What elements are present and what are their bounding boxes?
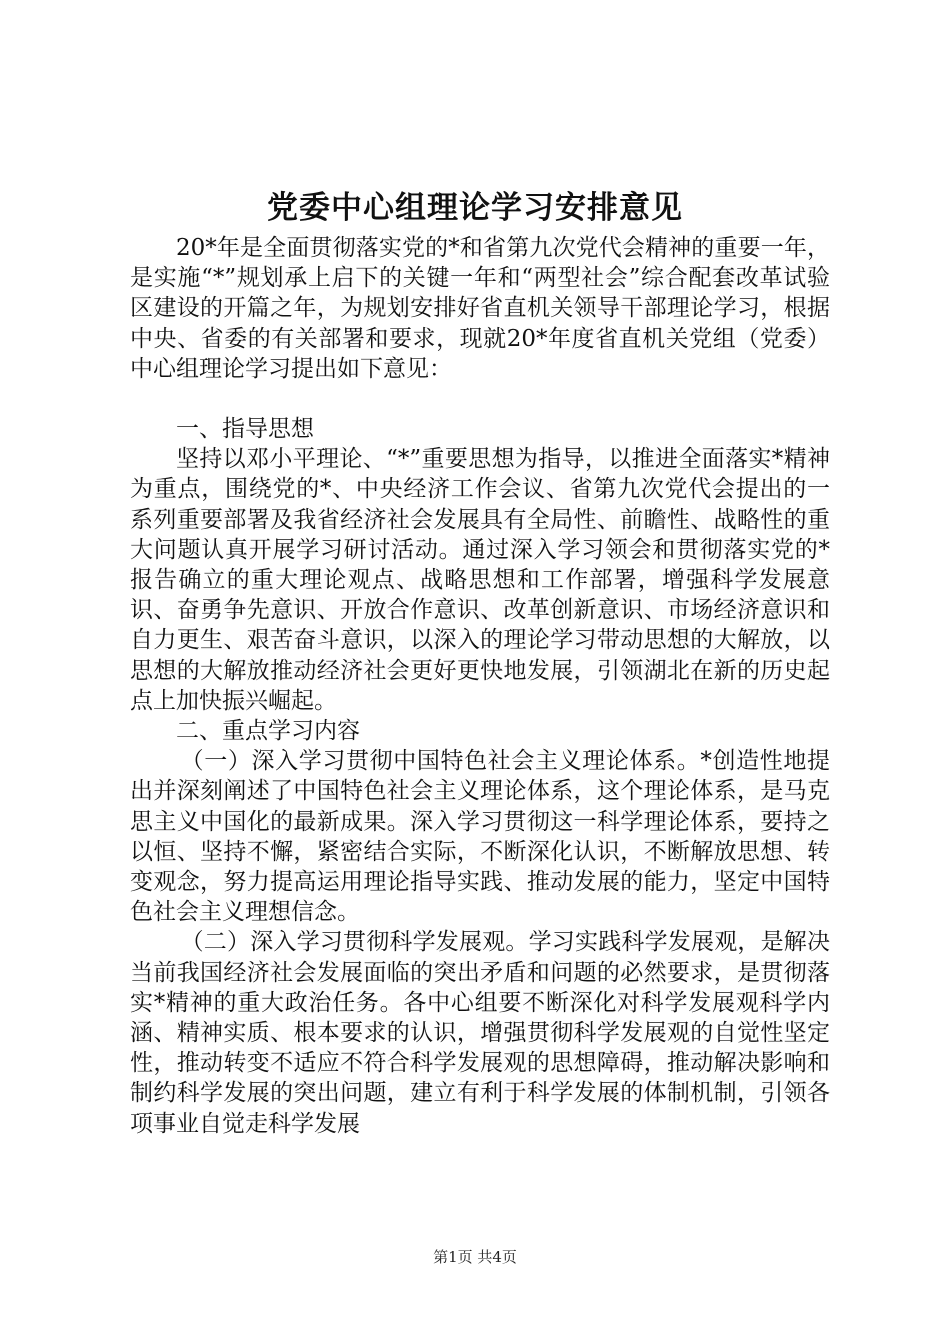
intro-paragraph: 20*年是全面贯彻落实党的*和省第九次党代会精神的重要一年，是实施“*”规划承上启下的关键一年和“两型社会”综合配套改革试验区建设的开篇之年，为规划安排好省直机关领导干部理论学习，根据中央、省委的有关部署和要求，现就20*年度省直机关党组（党委）中心组理论学习提出如下意见： xyxy=(130,235,830,382)
document-title: 党委中心组理论学习安排意见 xyxy=(267,190,683,226)
section-heading-key-content: 二、重点学习内容 xyxy=(176,718,360,745)
section-heading-guiding-ideology: 一、指导思想 xyxy=(176,416,314,443)
list-item-scientific-development: （二）深入学习贯彻科学发展观。学习实践科学发展观，是解决当前我国经济社会发展面临的突出矛盾和问题的必然要求，是贯彻落实*精神的重大政治任务。各中心组要不断深化对科学发展观科学内涵、精神实质、根本要求的认识，增强贯彻科学发展观的自觉性坚定性，推动转变不适应不符合科学发展观的思想障碍，推动解决影响和制约科学发展的突出问题，建立有利于科学发展的体制机制，引领各项事业自觉走科学发展 xyxy=(130,929,830,1137)
section-paragraph-guiding-ideology: 坚持以邓小平理论、“*”重要思想为指导，以推进全面落实*精神为重点，围绕党的*、中央经济工作会议、省第九次党代会提出的一系列重要部署及我省经济社会发展具有全局性、前瞻性、战略性的重大问题认真开展学习研讨活动。通过深入学习领会和贯彻落实党的*报告确立的重大理论观点、战略思想和工作部署，增强科学发展意识、奋勇争先意识、开放合作意识、改革创新意识、市场经济意识和自力更生、艰苦奋斗意识，以深入的理论学习带动思想的大解放，以思想的大解放推动经济社会更好更快地发展，引领湖北在新的历史起点上加快振兴崛起。 xyxy=(130,446,830,714)
paragraph-spacer xyxy=(130,384,830,414)
list-item-theory-system: （一）深入学习贯彻中国特色社会主义理论体系。*创造性地提出并深刻阐述了中国特色社会主义理论体系，这个理论体系，是马克思主义中国化的最新成果。深入学习贯彻这一科学理论体系，要持之以恒、坚持不懈，紧密结合实际，不断深化认识，不断解放思想、转变观念，努力提高运用理论指导实践、推动发展的能力，坚定中国特色社会主义理想信念。 xyxy=(130,748,830,926)
document-body xyxy=(130,233,830,1139)
page-number: 第1页 共4页 xyxy=(433,1248,517,1266)
